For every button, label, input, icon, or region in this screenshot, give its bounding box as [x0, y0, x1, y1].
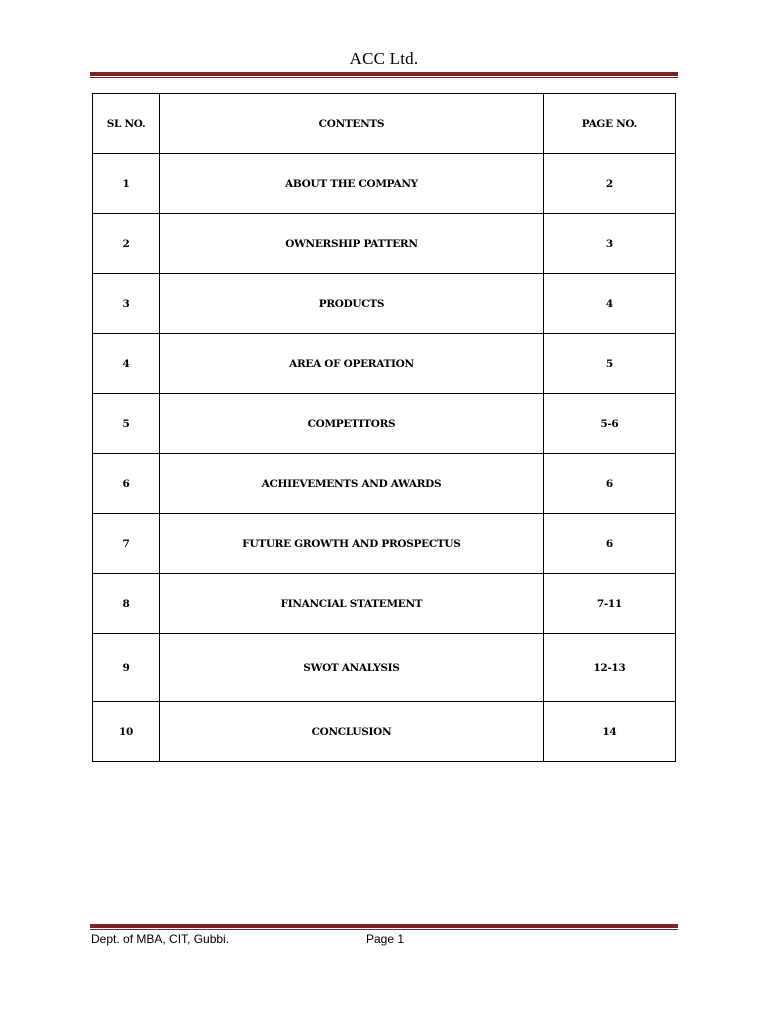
- page-no-cell: 6: [543, 454, 675, 514]
- table-row: [93, 214, 676, 274]
- contents-cell: ACHIEVEMENTS AND AWARDS: [160, 454, 544, 514]
- page-no-cell: 5-6: [543, 394, 675, 454]
- header-divider: [90, 72, 678, 78]
- sl-no-cell: 1: [93, 154, 160, 214]
- footer-divider-thick-line: [90, 924, 678, 928]
- sl-no-cell: 10: [93, 702, 160, 762]
- contents-cell: FINANCIAL STATEMENT: [160, 574, 544, 634]
- page-no-cell: 3: [543, 214, 675, 274]
- footer-department: Dept. of MBA, CIT, Gubbi.: [91, 932, 230, 946]
- contents-cell: FUTURE GROWTH AND PROSPECTUS: [160, 514, 544, 574]
- contents-cell: COMPETITORS: [160, 394, 544, 454]
- sl-no-cell: 3: [93, 274, 160, 334]
- document-header-title: ACC Ltd.: [349, 49, 419, 68]
- column-header-contents: CONTENTS: [160, 94, 544, 154]
- footer-page-number: Page 1: [366, 932, 405, 946]
- page-no-cell: 14: [543, 702, 675, 762]
- contents-cell: CONCLUSION: [160, 702, 544, 762]
- page-no-cell: 6: [543, 514, 675, 574]
- column-header-sl-no: SL NO.: [93, 94, 160, 154]
- table-row: [93, 574, 676, 634]
- contents-cell: AREA OF OPERATION: [160, 334, 544, 394]
- page-no-cell: 12-13: [543, 634, 675, 702]
- sl-no-cell: 2: [93, 214, 160, 274]
- header-divider-thin-line: [90, 77, 678, 78]
- table-row: [93, 702, 676, 762]
- contents-cell: SWOT ANALYSIS: [160, 634, 544, 702]
- table-row: [93, 394, 676, 454]
- table-row: [93, 514, 676, 574]
- sl-no-cell: 4: [93, 334, 160, 394]
- table-row: [93, 274, 676, 334]
- contents-cell: ABOUT THE COMPANY: [160, 154, 544, 214]
- table-row: [93, 454, 676, 514]
- contents-cell: OWNERSHIP PATTERN: [160, 214, 544, 274]
- footer-divider: [90, 924, 678, 930]
- page-no-cell: 5: [543, 334, 675, 394]
- sl-no-cell: 5: [93, 394, 160, 454]
- sl-no-cell: 8: [93, 574, 160, 634]
- header-divider-thick-line: [90, 72, 678, 76]
- table-row: [93, 154, 676, 214]
- sl-no-cell: 9: [93, 634, 160, 702]
- table-header-row: [93, 94, 676, 154]
- page-no-cell: 7-11: [543, 574, 675, 634]
- table-row: [93, 634, 676, 702]
- column-header-page-no: PAGE NO.: [543, 94, 675, 154]
- sl-no-cell: 7: [93, 514, 160, 574]
- table-row: [93, 334, 676, 394]
- footer-divider-thin-line: [90, 929, 678, 930]
- page-no-cell: 2: [543, 154, 675, 214]
- page-no-cell: 4: [543, 274, 675, 334]
- table-of-contents: [92, 93, 676, 762]
- contents-cell: PRODUCTS: [160, 274, 544, 334]
- sl-no-cell: 6: [93, 454, 160, 514]
